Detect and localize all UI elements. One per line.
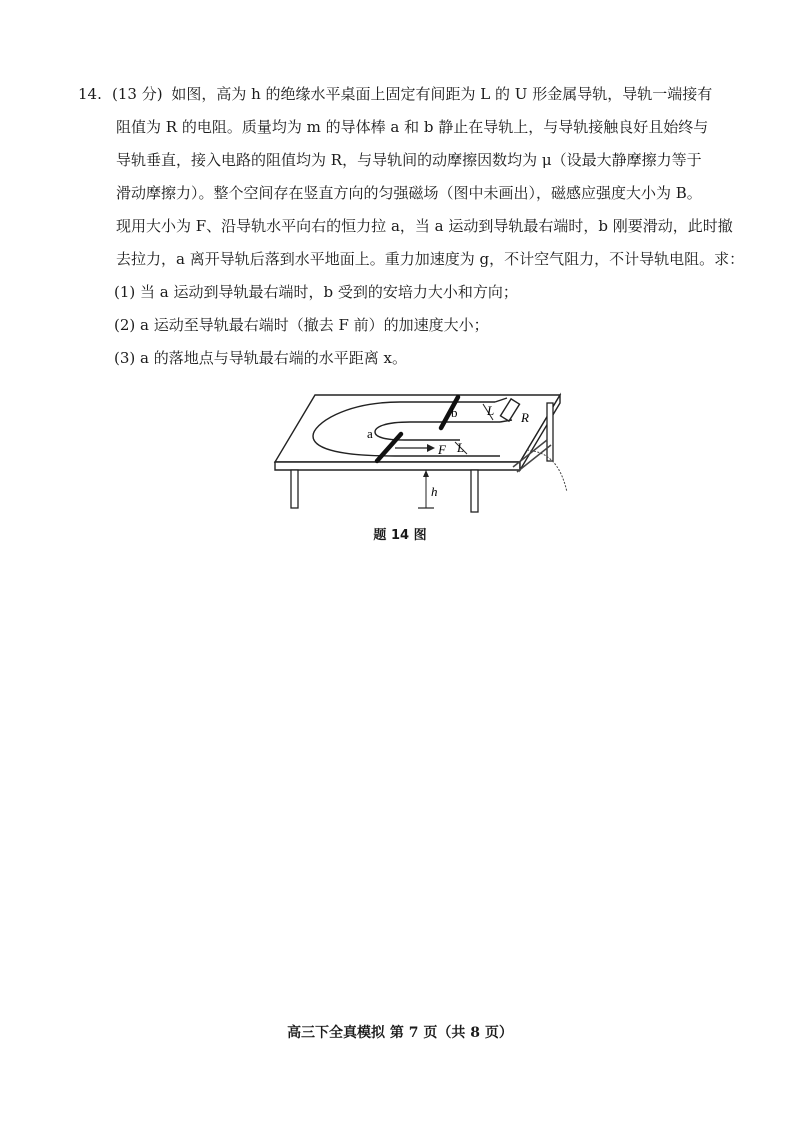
dim-h-arrow	[423, 470, 429, 477]
question-14	[78, 78, 745, 375]
question-score: (13 分)	[112, 85, 163, 103]
question-number: 14.	[78, 85, 102, 103]
rail-table-figure	[255, 380, 585, 530]
table-leg-back-right	[547, 403, 553, 461]
label-F: F	[438, 442, 446, 457]
label-a: a	[367, 426, 373, 441]
subquestion-3: (3) a 的落地点与导轨最右端的水平距离 x。	[114, 349, 407, 367]
subquestion-1: (1) 当 a 运动到导轨最右端时，b 受到的安培力大小和方向；	[114, 283, 518, 301]
label-R: R	[521, 410, 529, 425]
label-b: b	[451, 405, 458, 420]
trajectory-curve	[527, 450, 567, 492]
table-leg-front-left	[291, 470, 298, 508]
subquestion-2: (2) a 运动至导轨最右端时（撤去 F 前）的加速度大小；	[114, 316, 489, 334]
label-L-top: L	[487, 403, 495, 418]
question-text-line-2: 阻值为 R 的电阻。质量均为 m 的导体棒 a 和 b 静止在导轨上，与导轨接触良好且始终与	[116, 118, 709, 136]
question-first-line	[78, 78, 728, 111]
table-front-edge	[275, 462, 520, 470]
table-leg-front-right	[471, 470, 478, 512]
label-h: h	[431, 484, 438, 499]
question-text-line-1: 如图，高为 h 的绝缘水平桌面上固定有间距为 L 的 U 形金属导轨，导轨一端接有	[171, 85, 713, 103]
figure-caption: 题 14 图	[373, 528, 427, 543]
question-text-line-3: 导轨垂直，接入电路的阻值均为 R，与导轨间的动摩擦因数均为 μ（设最大静摩擦力等于	[116, 151, 702, 169]
question-text-line-6: 去拉力，a 离开导轨后落到水平地面上。重力加速度为 g，不计空气阻力，不计导轨电阻。求：	[116, 250, 745, 268]
question-text-line-4: 滑动摩擦力）。整个空间存在竖直方向的匀强磁场（图中未画出），磁感应强度大小为 B。	[116, 184, 702, 202]
label-L-bottom: L	[457, 440, 465, 455]
question-text-line-5: 现用大小为 F、沿导轨水平向右的恒力拉 a，当 a 运动到导轨最右端时，b 刚要滑动，此时撤	[116, 217, 733, 235]
page-footer: 高三下全真模拟 第 7 页（共 8 页）	[287, 1025, 513, 1041]
